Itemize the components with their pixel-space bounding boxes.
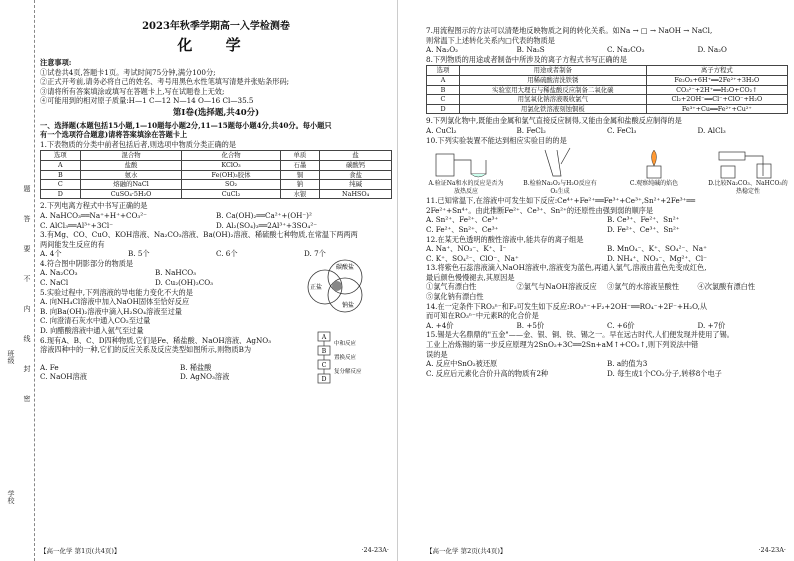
- option: A. Na₂CO₃: [40, 268, 78, 278]
- option: B. Na₂S: [516, 45, 545, 55]
- option: D. 向醋酸溶液中通入氨气至过量: [40, 326, 144, 336]
- q13-stem: 最后颜色慢慢褪去,其原因是: [426, 272, 515, 282]
- page-footer: [426, 546, 786, 555]
- option: D. Fe²⁺、Ce³⁺、Sn²⁺: [607, 224, 680, 234]
- svg-text:中和反应: 中和反应: [334, 340, 357, 347]
- option: C. FeCl₃: [607, 125, 637, 135]
- option: C. K⁺、SO₄²⁻、ClO⁻、Na⁺: [426, 253, 519, 263]
- option: A. CuCl₂: [426, 125, 457, 135]
- option: C. Fe²⁺、Sn²⁺、Ce³⁺: [426, 224, 499, 234]
- q14-stem: 而可知在RO₃ⁿ⁻中元素R的化合价是: [426, 311, 539, 321]
- svg-text:置换反应: 置换反应: [334, 354, 357, 361]
- q7-stem: 7.用流程图示的方法可以清楚地反映物质之间的转化关系。如Na → □ → NaOH → NaCl,: [426, 26, 713, 35]
- q8-stem: 8.下列物质的用途或者制备中所涉及的离子方程式书写正确的是: [426, 54, 627, 64]
- svg-text:D: D: [321, 375, 327, 383]
- option: B. 稀盐酸: [180, 362, 212, 372]
- venn-label: 正盐: [309, 283, 323, 291]
- binding-label: 线: [23, 335, 31, 342]
- table-row: A 用稀硫酸清洗铁锈 Fe₂O₃+6H⁺══2Fe²⁺+3H₂O: [427, 75, 788, 85]
- note-item: ③请将所有答案填涂或填写在答题卡上,写在试题卷上无效;: [40, 86, 225, 96]
- note-item: ②正式开考前,请务必将自己的姓名、考号用黑色水性笔填写清楚并张贴条形码;: [40, 77, 290, 87]
- q3-stem: 两间能发生反应的有: [40, 239, 105, 249]
- reaction-diagram: [310, 330, 394, 388]
- binding-label: 内: [23, 305, 31, 312]
- note-item: ④可能用到的相对原子质量:H—1 C—12 N—14 O—16 Cl—35.5: [40, 96, 254, 106]
- option: A. 向NH₄Cl溶液中加入NaOH固体至恰好反应: [40, 297, 190, 307]
- q3-stem: 3.有Mg、CO、CuO、KOH溶液、Na₂CO₃溶液、Ba(OH)₂溶液、稀硫酸七种物质,在常温下两两两: [40, 230, 358, 240]
- q6-stem: 溶液四种中的一种,它们的反应关系及反应类型如图所示,则物质B为: [40, 345, 252, 355]
- binding-label: 题: [23, 185, 31, 192]
- page-2-content: [426, 6, 788, 378]
- page-1-content: [40, 6, 392, 382]
- figure-b: B.检验Na₂O₂与H₂O反应有O₂生成: [520, 146, 600, 195]
- q9-stem: 9.下列氯化物中,既能由金属和氯气直接反应制得,又能由金属和盐酸反应制得的是: [426, 116, 682, 126]
- option: B. FeCl₂: [516, 125, 546, 135]
- binding-label: 答: [23, 215, 31, 222]
- q13-stem: 13.将紫色石蕊溶液滴入NaOH溶液中,溶液变为蓝色,再通入氯气,溶液由蓝色先变成红色,: [426, 263, 707, 273]
- section-intro: 一、选择题(本题包括15小题,1—10题每小题2分,11—15题每小题4分,共40分。每小题只: [40, 120, 332, 130]
- svg-text:C: C: [321, 361, 327, 369]
- q15-stem: 误的是: [426, 349, 448, 359]
- option: A. 4个: [40, 249, 62, 259]
- q4-stem: 4.符合图中阴影部分的物质是: [40, 258, 134, 268]
- class-field-label: 班级: [7, 350, 15, 364]
- q12-stem: 12.在某无色透明的酸性溶液中,能共存的离子组是: [426, 234, 584, 244]
- figure-a: A.验证Na和水的反应是否为放热反应: [426, 146, 506, 195]
- venn-diagram: [290, 255, 380, 313]
- binding-label: 密: [23, 395, 31, 402]
- svg-text:B: B: [321, 347, 327, 355]
- option: B. Ca(OH)₂══Ca²⁺+(OH⁻)²: [216, 210, 312, 220]
- footer-label: 【高一化学 第2页(共4页)】: [426, 547, 507, 555]
- option: B. +5价: [516, 320, 545, 330]
- page-2: [397, 0, 794, 561]
- section-intro: 有一个选项符合题意)请将答案填涂在答题卡上: [40, 130, 188, 140]
- footer-label: 【高一化学 第1页(共4页)】: [40, 547, 121, 555]
- page-footer: [40, 546, 389, 555]
- option: D. AlCl₃: [697, 125, 726, 135]
- venn-label: 钠盐: [341, 301, 355, 309]
- q1-table: 选项 混合物 化合物 单质 盐 A 盐酸 KClO₃ 石墨 碳酸钙 B 氨水 Fe(OH)₃胶体 铜 食盐 C 熔融的NaCl SO₂ 钠 纯碱 D CuSO₄·5H₂O CuCl₂ 水银 NaHSO₄: [40, 150, 392, 199]
- option: D. +7价: [697, 320, 726, 330]
- table-row: D 用氯化铁溶液刻蚀铜板 Fe³⁺+Cu══Fe²⁺+Cu²⁺: [427, 104, 788, 114]
- option: D. AgNO₃溶液: [180, 372, 230, 382]
- venn-label: 碳酸盐: [335, 263, 355, 271]
- option: C. Na₂CO₃: [607, 45, 645, 55]
- option: A. +4价: [426, 320, 454, 330]
- option: B. 向Ba(OH)₂溶液中滴入H₂SO₄溶液至过量: [40, 306, 182, 316]
- option: C. 向澄清石灰水中通入CO₂至过量: [40, 316, 151, 326]
- binding-label: 不: [23, 275, 31, 282]
- option: B. a的值为3: [607, 359, 648, 369]
- section-heading: 第Ⅰ卷(选择题,共40分): [172, 107, 260, 118]
- q1-stem: 1.下表物质的分类中前者包括后者,则选项中物质分类正确的是: [40, 139, 237, 149]
- svg-text:复分解反应: 复分解反应: [334, 368, 362, 375]
- q7-stem: 则常温下上述转化关系内□代表的物质是: [426, 35, 555, 45]
- option: D. 每生成1个CO₂分子,转移8个电子: [607, 368, 722, 378]
- binding-label: 封: [23, 365, 31, 372]
- figure-c: C.观察纯碱的焰色: [614, 146, 694, 195]
- option: D. Na₂O: [697, 45, 727, 55]
- q11-stem: 11.已知常温下,在溶液中可发生如下反应:Ce⁴⁺+Fe²⁺══Fe³⁺+Ce³⁺,Sn²⁺+2Fe³⁺══: [426, 196, 696, 206]
- table-row: C 用氢氧化钠溶液吸收氯气 Cl₂+2OH⁻══Cl⁻+ClO⁻+H₂O: [427, 95, 788, 105]
- option: ③氯气的水溶液呈酸性: [607, 282, 679, 292]
- option: ①氯气有漂白性: [426, 282, 477, 292]
- subject-title: 化 学: [177, 36, 255, 54]
- option: ②氯气与NaOH溶液反应: [516, 282, 597, 292]
- q8-table: 选项 用途或者制备 离子方程式 A 用稀硫酸清洗铁锈 Fe₂O₃+6H⁺══2Fe²⁺+3H₂O B 实验室用大理石与稀盐酸反应制备二氧化碳 CO₃²⁻+2H⁺══H₂O+CO₂↑ C 用氢氧化钠溶液吸收氯气 Cl₂+2OH⁻══Cl⁻+ClO⁻+H₂O D 用氯化铁溶液刻蚀铜板 Fe³⁺+Cu══Fe²⁺+Cu²⁺: [426, 65, 788, 114]
- table-row: C 熔融的NaCl SO₂ 钠 纯碱: [41, 180, 392, 190]
- table-row: A 盐酸 KClO₃ 石墨 碳酸钙: [41, 160, 392, 170]
- option: A. NaHCO₃══Na⁺+H⁺+CO₃²⁻: [40, 210, 147, 220]
- option: C. +6价: [607, 320, 635, 330]
- option: B. 5个: [128, 249, 150, 259]
- q10-stem: 10.下列实验装置不能达到相应实验目的的是: [426, 135, 567, 145]
- binding-margin: [0, 0, 35, 561]
- option: B. MnO₄⁻、K⁺、SO₄²⁻、Na⁺: [607, 244, 707, 254]
- option: D. 7个: [304, 249, 326, 259]
- option: C. AlCl₃══Al³⁺+3Cl⁻: [40, 220, 113, 230]
- footer-code: ·24-23A·: [758, 546, 786, 554]
- footer-code: ·24-23A·: [361, 546, 389, 554]
- option: A. Na⁺、NO₃⁻、K⁺、I⁻: [426, 244, 507, 254]
- option: A. 反应中SnO₂被还原: [426, 359, 498, 369]
- option: D. Al₂(SO₄)₃══2Al³⁺+3SO₄²⁻: [216, 220, 317, 230]
- q15-stem: 工业上冶炼锡的第一步反应原理为2SnO₂+3C══2Sn+aM↑+CO₂↑,则下列说法中错: [426, 340, 699, 350]
- option: D. Cu₂(OH)₂CO₃: [155, 278, 214, 288]
- option: D. NH₄⁺、NO₃⁻、Mg²⁺、Cl⁻: [607, 253, 707, 263]
- q15-stem: 15.锡是大名鼎鼎的"五金"——金、银、铜、铁、锡之一。早在远古时代,人们便发现并使用了锡。: [426, 330, 734, 340]
- option: A. Sn²⁺、Fe²⁺、Ce³⁺: [426, 215, 499, 225]
- option: A. Na₂O₂: [426, 45, 458, 55]
- q11-stem: 2Fe²⁺+Sn⁴⁺。由此推断Fe²⁺、Ce³⁺、Sn²⁺的还原性由强到弱的顺序是: [426, 205, 654, 215]
- q10-figures: [426, 146, 788, 195]
- school-field-label: 学校: [7, 490, 15, 504]
- q5-stem: 5.实验过程中,下列溶液的导电能力变化不大的是: [40, 287, 193, 297]
- table-row: D CuSO₄·5H₂O CuCl₂ 水银 NaHSO₄: [41, 189, 392, 199]
- exam-title: 2023年秋季学期高一入学检测卷: [142, 21, 290, 32]
- option: B. Ce³⁺、Fe²⁺、Sn²⁺: [607, 215, 680, 225]
- option: A. Fe: [40, 362, 59, 372]
- svg-text:A: A: [321, 333, 327, 341]
- binding-label: 要: [23, 245, 31, 252]
- option: B. NaHCO₃: [155, 268, 196, 278]
- q6-stem: 6.现有A、B、C、D四种物质,它们是Fe、稀盐酸、NaOH溶液、AgNO₃: [40, 335, 272, 345]
- note-item: ①试卷共4页,答题卡1页。考试时间75分钟,满分100分;: [40, 67, 216, 77]
- option: ④次氯酸有漂白性: [697, 282, 756, 292]
- option: ⑤氯化钠有漂白性: [426, 292, 484, 302]
- q14-stem: 14.在一定条件下RO₃ⁿ⁻和F₂可发生如下反应:RO₃ⁿ⁻+F₂+2OH⁻══RO₄⁻+2F⁻+H₂O,从: [426, 301, 708, 311]
- option: C. NaOH溶液: [40, 372, 87, 382]
- option: C. 6个: [216, 249, 238, 259]
- table-row: B 实验室用大理石与稀盐酸反应制备二氧化碳 CO₃²⁻+2H⁺══H₂O+CO₂↑: [427, 85, 788, 95]
- figure-d: D.比较Na₂CO₃、NaHCO₃的热稳定性: [708, 146, 788, 195]
- q2-stem: 2.下列电离方程式中书写正确的是: [40, 201, 148, 211]
- option: C. 反应后元素化合价升高的物质有2种: [426, 368, 549, 378]
- notes-heading: 注意事项:: [40, 58, 72, 67]
- option: C. NaCl: [40, 278, 69, 288]
- table-row: B 氨水 Fe(OH)₃胶体 铜 食盐: [41, 170, 392, 180]
